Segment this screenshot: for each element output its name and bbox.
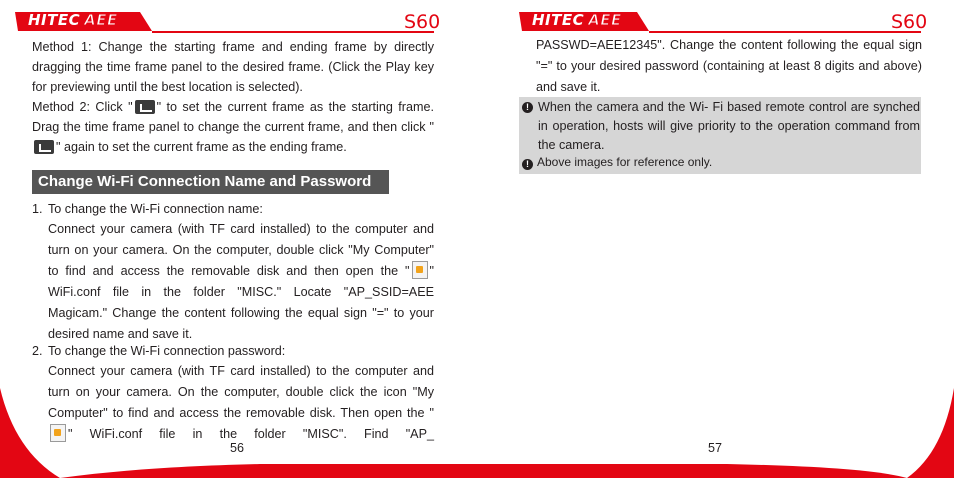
item2-number: 2.	[32, 344, 43, 358]
page-number-right: 57	[708, 441, 723, 455]
item1-body: Connect your camera (with TF card installed) to the computer and turn on your camera. On the computer, double click "My Computer" to find and access the removable disk and then open the " " WiFi.conf file in the folder "MISC." Locate "AP_SSID=AEE Magicam." Change the content following the equal sign "=" to your desired name and save it.	[48, 222, 434, 341]
page-number-left: 56	[230, 441, 245, 455]
bottom-right-corner	[907, 388, 954, 478]
frame-select-icon	[34, 140, 54, 154]
warning-icon: !	[522, 102, 533, 113]
method1-text: Method 1: Change the starting frame and ending frame by directly dragging the time frame panel to the desired frame. (Click the Play key for previewing until the best location is selected). Method 2: Click " " to set the current frame as the starting frame. Drag the time frame panel to change the current frame, and then click "" again to set the current frame as the ending frame.	[32, 40, 434, 154]
brand-name: HITEC	[28, 11, 81, 29]
section-title: Change Wi-Fi Connection Name and Password	[32, 170, 389, 194]
model-name: S60	[891, 11, 928, 33]
item1-title: To change the Wi-Fi connection name:	[48, 202, 263, 216]
frame-select-icon	[135, 100, 155, 114]
brand-suffix: AEE	[84, 11, 118, 29]
warning-icon: !	[522, 159, 533, 170]
model-name: S60	[404, 11, 441, 33]
item2-title: To change the Wi-Fi connection password:	[48, 344, 286, 358]
note-1: ! When the camera and the Wi- Fi based remote control are synched in operation, hosts will give priority to the operation command from the camera.	[522, 98, 920, 155]
item2-body: Connect your camera (with TF card installed) to the computer and turn on your camera. On the computer, double click the icon "My Computer" to find and access the removable disk. Then open the "" WiFi.conf file in the folder "MISC". Find "AP_	[48, 364, 434, 441]
config-file-icon	[412, 261, 428, 279]
continuation-text: PASSWD=AEE12345". Change the content following the equal sign "=" to your desired password (containing at least 8 digits and above) and save it.	[536, 38, 922, 94]
header-rule	[649, 31, 921, 33]
bottom-band	[60, 464, 477, 478]
brand-suffix: AEE	[588, 11, 622, 29]
item1-number: 1.	[32, 202, 43, 216]
brand-name: HITEC	[532, 11, 585, 29]
header-rule	[152, 31, 434, 33]
bottom-band	[477, 464, 907, 478]
config-file-icon	[50, 424, 66, 442]
note-2: ! Above images for reference only.	[522, 153, 920, 172]
